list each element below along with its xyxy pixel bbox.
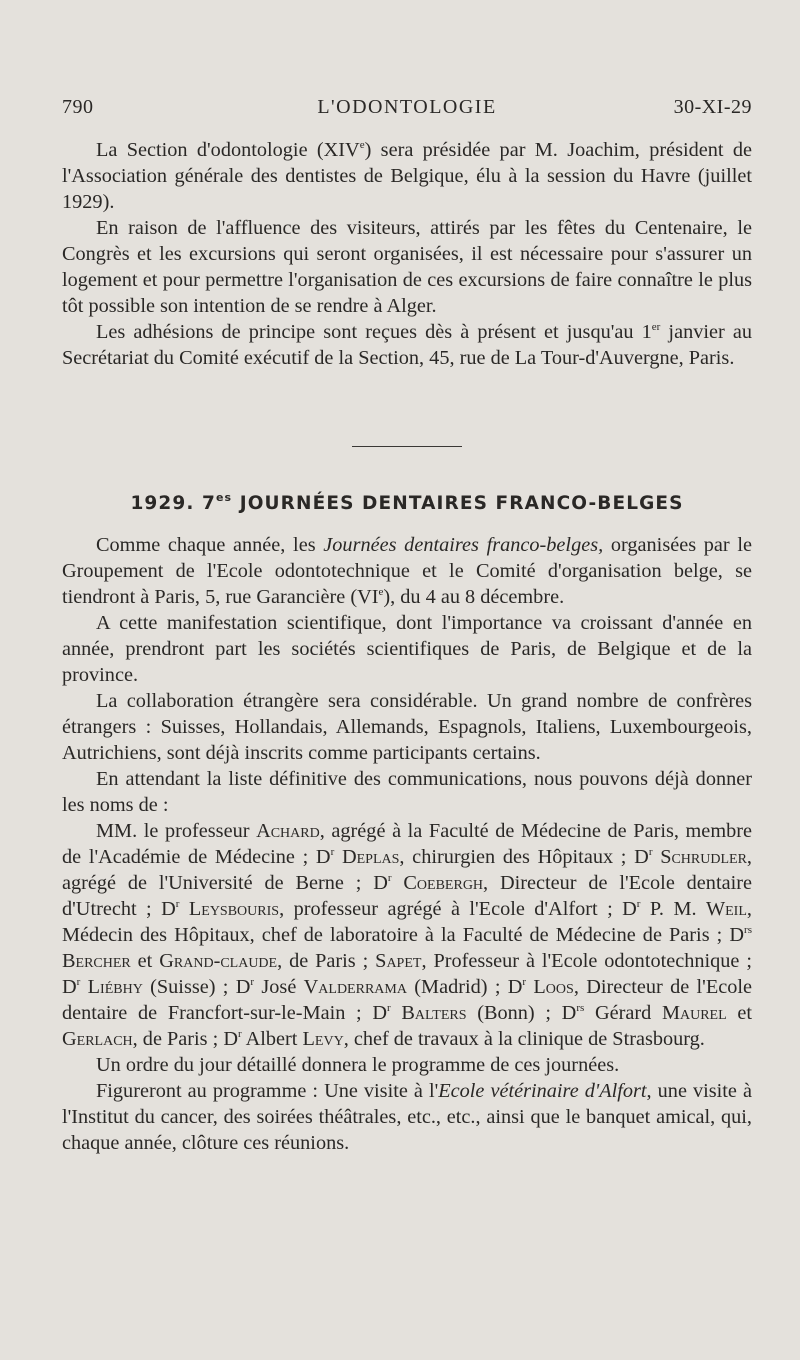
journal-title: L'ODONTOLOGIE — [317, 96, 497, 118]
running-header — [62, 96, 752, 126]
paragraph: En raison de l'affluence des visiteurs, attirés par les fêtes du Centenaire, le Congrès et les excursions qui seront organisées, il est nécessaire pour s'assurer un logement et pour permettre l'organisation de ces excursions de faire connaître le plus tôt possible son intention de se rendre à Alger. — [62, 217, 752, 317]
paragraph: Un ordre du jour détaillé donnera le programme de ces journées. — [96, 1054, 620, 1076]
paragraph: La Section d'odontologie (XIVe) sera présidée par M. Joachim, président de l'Association générale des dentistes de Belgique, élu à la session du Havre (juillet 1929). — [62, 139, 753, 213]
section-alger-congress — [62, 137, 752, 371]
paragraph: Comme chaque année, les Journées dentaires franco-belges, organisées par le Groupement de l'Ecole odontotechnique et le Comité d'organisation belge, se tiendront à Paris, 5, rue Garancière (VIe), du 4 au 8 décembre. — [62, 534, 753, 608]
paragraph: En attendant la liste définitive des communications, nous pouvons déjà donner les noms de : — [62, 768, 752, 816]
section-journees-franco-belges — [62, 532, 752, 1156]
page-number: 790 — [62, 96, 94, 118]
paragraph: La collaboration étrangère sera considérable. Un grand nombre de confrères étrangers : Suisses, Hollandais, Allemands, Espagnols, Italiens, Luxembourgeois, Autrichiens, sont déjà inscrits comme participants certains. — [62, 690, 752, 764]
speakers-paragraph: MM. le professeur Achard, agrégé à la Faculté de Médecine de Paris, membre de l'Académie de Médecine ; $D^r$ Deplas, chirurgien des Hôpitaux ; $D^r$ Schrudler, agrégé de l'Université de Berne ; $D^r$ Coebergh, Directeur de l'Ecole dentaire d'Utrecht ; $D^r$ Leysbouris, professeur agrégé à l'Ecole d'Alfort ; $D^r$ P. M. Weil, Médecin des Hôpitaux, chef de laboratoire à la Faculté de Médecine de Paris ; $D^{rs}$ Bercher et Grand-claude, de Paris ; Sapet, Professeur à l'Ecole odontotechnique ; $D^r$ Liébhy (Suisse) ; $D^r$ José Valderrama (Madrid) ; $D^r$ Loos, Directeur de l'Ecole dentaire de Francfort-sur-le-Main ; $D^r$ Balters (Bonn) ; $D^{rs}$ Gérard Maurel et Gerlach, de Paris ; $D^r$ Albert Levy, chef de travaux à la clinique de Strasbourg. — [62, 820, 753, 1050]
section-title: 1929. $7^{es}$ JOURNÉES DENTAIRES FRANCO-BELGES — [130, 491, 684, 514]
issue-date: 30-XI-29 — [673, 96, 752, 118]
paragraph: Les adhésions de principe sont reçues dès à présent et jusqu'au 1er janvier au Secrétariat du Comité exécutif de la Section, 45, rue de La Tour-d'Auvergne, Paris. — [62, 321, 752, 369]
section-divider — [352, 446, 462, 447]
paragraph: Figureront au programme : Une visite à l'Ecole vétérinaire d'Alfort, une visite à l'Institut du cancer, des soirées théâtrales, etc., etc., ainsi que le banquet amical, qui, chaque année, clôture ces réunions. — [62, 1080, 752, 1154]
paragraph: A cette manifestation scientifique, dont l'importance va croissant d'année en année, prendront part les sociétés scientifiques de Paris, de Belgique et de la province. — [62, 612, 752, 686]
